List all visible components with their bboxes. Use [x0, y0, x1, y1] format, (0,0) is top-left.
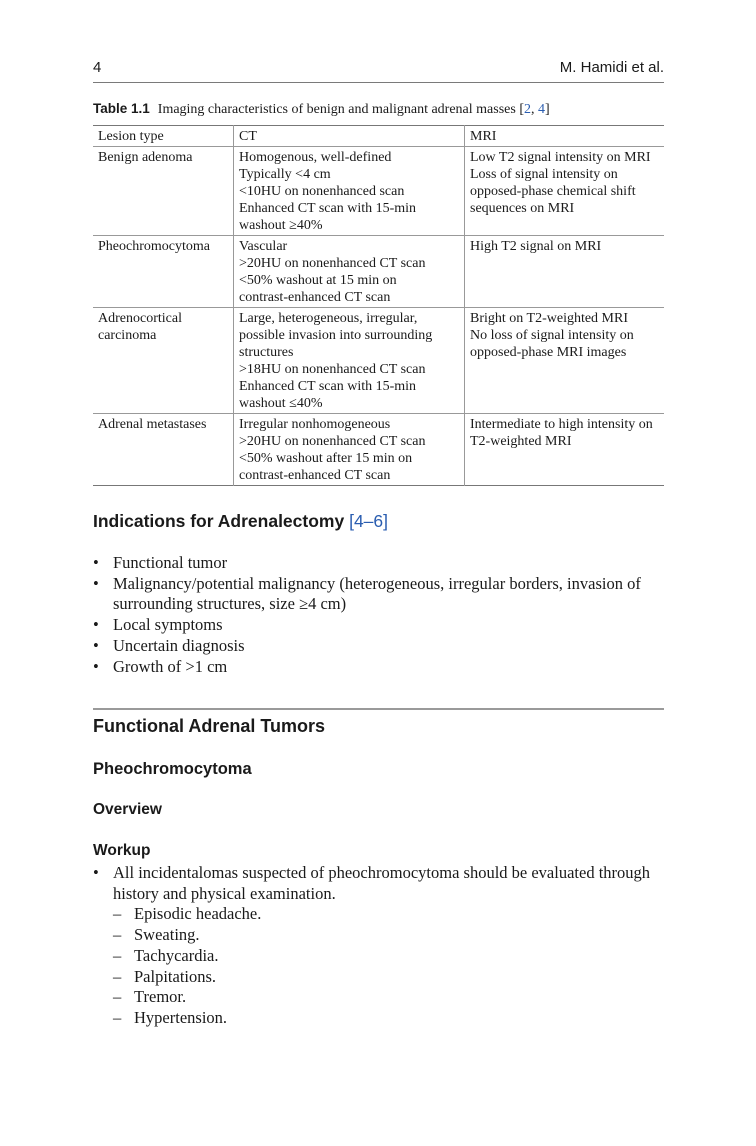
- caption-close: ]: [544, 102, 550, 117]
- sub-list-item-text: Palpitations.: [134, 966, 217, 986]
- sub-list-item-text: Tachycardia.: [134, 945, 219, 965]
- sub-list-item-text: Sweating.: [134, 925, 200, 945]
- cell-line: >20HU on nonenhanced CT scan: [239, 434, 426, 449]
- list-item: [93, 863, 668, 1029]
- dash-icon: –: [113, 925, 122, 945]
- sub-list-item: [113, 925, 668, 946]
- cell-line: Loss of signal intensity on: [470, 167, 618, 182]
- subheading-overview: Overview: [93, 801, 162, 818]
- cell-line: Large, heterogeneous, irregular,: [239, 311, 418, 326]
- cell-ct: [234, 147, 465, 236]
- cell-line: High T2 signal on MRI: [470, 239, 602, 254]
- cell-mri: [465, 147, 665, 236]
- cell-line: Bright on T2-weighted MRI: [470, 311, 629, 326]
- table-caption-text: Imaging characteristics of benign and malignant adrenal masses [: [157, 102, 524, 117]
- bullet-icon: •: [93, 863, 99, 882]
- citation-link[interactable]: 4: [537, 102, 545, 117]
- table-header-row: [93, 126, 664, 147]
- cell-line: Low T2 signal intensity on MRI: [470, 150, 651, 165]
- cell-mri: [465, 414, 665, 486]
- section-heading-functional-adrenal-tumors: Functional Adrenal Tumors: [93, 716, 326, 736]
- section-divider: [93, 708, 664, 710]
- subsection-heading-pheochromocytoma: Pheochromocytoma: [93, 760, 252, 778]
- cell-ct: [234, 236, 465, 308]
- imaging-table: [93, 125, 664, 486]
- table-row: [93, 308, 664, 414]
- list-item: [93, 553, 668, 574]
- column-header-ct: CT: [234, 126, 465, 147]
- cell-lesion-type: [93, 236, 234, 308]
- list-item-text: Functional tumor: [113, 553, 228, 572]
- cell-line: <10HU on nonenhanced scan: [239, 184, 405, 199]
- list-item-text: Malignancy/potential malignancy (heterogeneous, irregular borders, invasion of surrounding structures, size ≥4 cm): [113, 573, 641, 614]
- bullet-icon: •: [93, 656, 99, 676]
- table-caption: [93, 101, 550, 118]
- workup-symptom-list: [113, 904, 668, 1028]
- sub-list-item-text: Episodic headache.: [134, 904, 262, 924]
- bullet-icon: •: [93, 553, 99, 572]
- citation-link[interactable]: 2: [523, 102, 531, 117]
- cell-lesion-type: [93, 308, 234, 414]
- cell-lesion-type: [93, 414, 234, 486]
- column-header-mri: MRI: [465, 126, 665, 147]
- cell-line: opposed-phase chemical shift: [470, 184, 636, 199]
- cell-line: No loss of signal intensity on: [470, 328, 634, 343]
- table-row: [93, 414, 664, 486]
- subheading-workup: Workup: [93, 842, 151, 859]
- sub-list-item-text: Tremor.: [134, 987, 187, 1007]
- dash-icon: –: [113, 904, 122, 924]
- cell-line: washout ≥40%: [239, 218, 323, 233]
- list-item-text: Uncertain diagnosis: [113, 635, 245, 655]
- dash-icon: –: [113, 987, 122, 1007]
- cell-mri: [465, 236, 665, 308]
- cell-line: Homogenous, well-defined: [239, 150, 392, 165]
- bullet-icon: •: [93, 573, 99, 593]
- table-caption-label: Table 1.1: [93, 101, 150, 116]
- workup-list: [93, 863, 668, 1029]
- cell-line: carcinoma: [98, 328, 157, 343]
- page-number: 4: [93, 59, 102, 76]
- indications-list: [93, 553, 668, 677]
- cell-line: Adrenocortical: [98, 311, 182, 326]
- table-row: [93, 147, 664, 236]
- indications-heading: [93, 511, 388, 532]
- sub-list-item: [113, 967, 668, 988]
- cell-line: structures: [239, 345, 294, 360]
- cell-line: Enhanced CT scan with 15-min: [239, 379, 417, 394]
- sub-list-item-text: Hypertension.: [134, 1007, 228, 1027]
- table-row: [93, 236, 664, 308]
- cell-line: Irregular nonhomogeneous: [239, 417, 391, 432]
- list-item-text: All incidentalomas suspected of pheochromocytoma should be evaluated through history and physical examination.: [113, 863, 651, 903]
- list-item-text: Growth of >1 cm: [113, 656, 228, 676]
- header-rule: [93, 82, 664, 83]
- cell-line: Intermediate to high intensity on: [470, 417, 653, 432]
- sub-list-item: [113, 987, 668, 1008]
- bullet-icon: •: [93, 615, 99, 635]
- cell-line: Benign adenoma: [98, 150, 193, 165]
- cell-line: opposed-phase MRI images: [470, 345, 627, 360]
- cell-line: contrast-enhanced CT scan: [239, 468, 391, 483]
- indications-heading-text: Indications for Adrenalectomy: [93, 511, 350, 531]
- cell-line: Pheochromocytoma: [98, 239, 210, 254]
- running-author: M. Hamidi et al.: [559, 59, 664, 76]
- dash-icon: –: [113, 1007, 122, 1027]
- dash-icon: –: [113, 966, 122, 986]
- cell-line: <50% washout at 15 min on: [239, 273, 397, 288]
- cell-lesion-type: [93, 147, 234, 236]
- cell-line: contrast-enhanced CT scan: [239, 290, 391, 305]
- sub-list-item: [113, 1008, 668, 1029]
- list-item: [93, 615, 668, 636]
- sub-list-item: [113, 904, 668, 925]
- cell-line: possible invasion into surrounding: [239, 328, 433, 343]
- list-item-text: Local symptoms: [113, 615, 223, 635]
- cell-line: Typically <4 cm: [239, 167, 331, 182]
- list-item: [93, 657, 668, 678]
- column-header-lesion-type: Lesion type: [98, 129, 164, 144]
- cell-line: >20HU on nonenhanced CT scan: [239, 256, 426, 271]
- cell-line: washout ≤40%: [239, 396, 323, 411]
- sub-list-item: [113, 946, 668, 967]
- cell-mri: [465, 308, 665, 414]
- list-item: [93, 636, 668, 657]
- cell-ct: [234, 414, 465, 486]
- cell-line: <50% washout after 15 min on: [239, 451, 413, 466]
- cell-line: >18HU on nonenhanced CT scan: [239, 362, 426, 377]
- bullet-icon: •: [93, 635, 99, 655]
- list-item: [93, 574, 668, 615]
- cell-ct: [234, 308, 465, 414]
- cell-line: T2-weighted MRI: [470, 434, 572, 449]
- cell-line: Enhanced CT scan with 15-min: [239, 201, 417, 216]
- cell-line: sequences on MRI: [470, 201, 575, 216]
- citation-link[interactable]: [4–6]: [349, 511, 389, 531]
- cell-line: Adrenal metastases: [98, 417, 207, 432]
- dash-icon: –: [113, 945, 122, 965]
- cell-line: Vascular: [239, 239, 288, 254]
- caption-separator: ,: [530, 102, 538, 117]
